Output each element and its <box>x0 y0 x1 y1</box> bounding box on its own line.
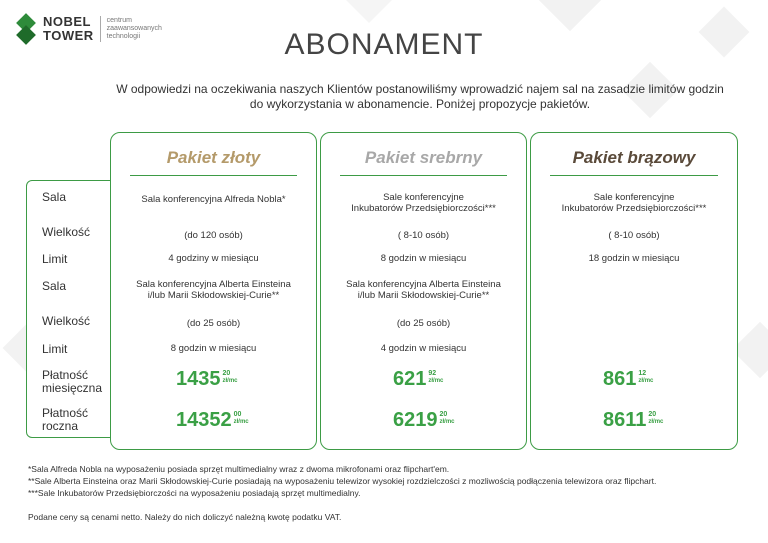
package-title-zloty: Pakiet złoty <box>166 148 261 167</box>
cell-limit: 4 godziny w miesiącu <box>168 253 259 264</box>
page-title: ABONAMENT <box>284 28 484 61</box>
cell-wielkosc: (do 120 osób) <box>184 230 243 241</box>
cell-sala: Sala konferencyjna Alberta Einsteina i/lub Marii Skłodowskiej-Curie** <box>136 279 291 301</box>
price-monthly: 621 92 zł/mc <box>393 368 444 390</box>
package-title-brazowy: Pakiet brązowy <box>572 148 696 167</box>
cell-sala: Sala konferencyjna Alfreda Nobla* <box>141 194 286 205</box>
price-yearly: 6219 20 zł/mc <box>393 409 455 431</box>
cell-limit: 8 godzin w miesiącu <box>170 343 257 354</box>
package-title-srebrny: Pakiet srebrny <box>364 148 483 167</box>
background-diamond <box>345 0 393 23</box>
cell-wielkosc: (do 25 osób) <box>396 318 451 329</box>
background-diamond <box>539 0 601 31</box>
row-label-wielkosc: Wielkość <box>42 314 91 328</box>
logo-tagline: centrum zaawansowanych technologii <box>106 17 162 40</box>
price-monthly: 861 12 zł/mc <box>603 368 654 390</box>
package-card-brazowy <box>530 132 738 450</box>
cell-wielkosc: ( 8-10 osób) <box>397 230 450 241</box>
cell-limit: 8 godzin w miesiącu <box>380 253 467 264</box>
row-label-limit: Limit <box>42 252 68 266</box>
row-label-platnosc-miesieczna: Płatność miesięczna <box>42 368 103 395</box>
cell-wielkosc: (do 25 osób) <box>186 318 241 329</box>
divider <box>550 175 718 176</box>
row-label-sala: Sala <box>42 279 67 293</box>
intro-text: W odpowiedzi na oczekiwania naszych Klientów postanowiliśmy wprowadzić najem sal na zasadzie limitów godzin do wykorzystania w abonamencie. Poniżej propozycje pakietów. <box>116 82 724 111</box>
row-label-platnosc-roczna: Płatność roczna <box>42 406 89 433</box>
footnotes: *Sala Alfreda Nobla na wyposażeniu posiada sprzęt multimedialny wraz z dwoma mikrofonami oraz flipchart'em. **Sale Alberta Einsteina oraz Marii Skłodowskiej-Curie posiadają na wyposażeniu telewizor wysokiej rozdzielczości z mozliwością podłączenia telewizora oraz flipchart. ***Sale Inkubatorów Przedsiębiorczości na wyposażeniu posiadają sprzęt multimedialny. <box>28 464 657 498</box>
netto-note: Podane ceny są cenami netto. Należy do nich doliczyć należną kwotę podatku VAT. <box>28 512 342 522</box>
cell-wielkosc: ( 8-10 osób) <box>608 230 660 241</box>
row-label-wielkosc: Wielkość <box>42 225 91 239</box>
row-label-sala: Sala <box>42 190 67 204</box>
divider <box>130 175 297 176</box>
price-yearly: 8611 20 zł/mc <box>603 409 664 431</box>
cell-sala: Sale konferencyjne Inkubatorów Przedsiębiorczości*** <box>351 192 496 214</box>
cell-limit: 18 godzin w miesiącu <box>588 253 680 264</box>
price-yearly: 14352 00 zł/mc <box>176 409 249 431</box>
row-labels-box <box>26 180 114 438</box>
cell-sala: Sale konferencyjne Inkubatorów Przedsiębiorczości*** <box>561 192 707 214</box>
logo-name: NOBEL TOWER <box>43 14 94 43</box>
row-label-limit: Limit <box>42 342 68 356</box>
cell-limit: 4 godzin w miesiącu <box>380 343 467 354</box>
cell-sala: Sala konferencyjna Alberta Einsteina i/lub Marii Skłodowskiej-Curie** <box>346 279 501 301</box>
divider <box>340 175 507 176</box>
price-monthly: 1435 20 zł/mc <box>176 368 238 390</box>
